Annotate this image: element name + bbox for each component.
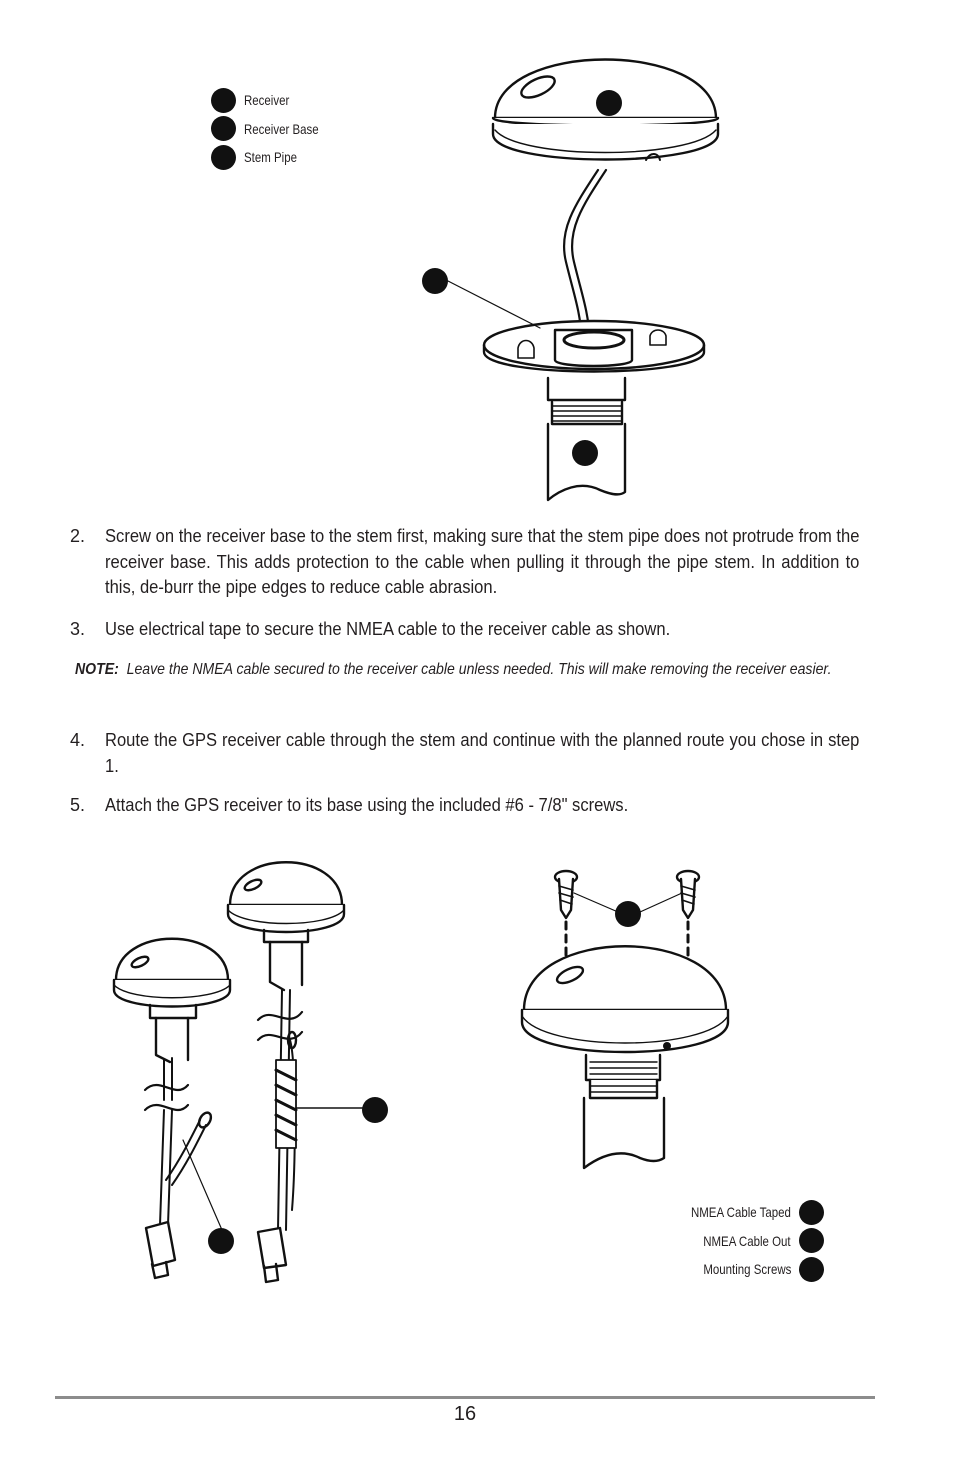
legend-item-mounting-screws xyxy=(640,1255,824,1284)
legend-label: Stem Pipe xyxy=(244,149,297,166)
step-number: 5. xyxy=(70,795,86,815)
footer-rule xyxy=(55,1396,875,1399)
page-number: 16 xyxy=(453,1403,477,1425)
callout-dot-icon xyxy=(799,1257,824,1282)
step-text: Attach the GPS receiver to its base using the included #6 - 7/8" screws. xyxy=(105,795,629,815)
step-number: 2. xyxy=(70,526,86,546)
note-label: NOTE: xyxy=(75,661,119,678)
step-text: Use electrical tape to secure the NMEA cable to the receiver cable as shown. xyxy=(105,619,671,639)
note-text: Leave the NMEA cable secured to the receiver cable unless needed. This will make removing the receiver easier. xyxy=(126,661,832,678)
legend-item-nmea-cable-taped xyxy=(640,1198,824,1227)
legend-label: Receiver Base xyxy=(244,120,319,137)
legend-label: NMEA Cable Taped xyxy=(691,1204,791,1221)
legend-item-nmea-cable-out xyxy=(640,1227,824,1256)
legend-label: Receiver xyxy=(244,92,290,109)
step-text: Screw on the receiver base to the stem first, making sure that the stem pipe does not protrude from the receiver base. This adds protection to the cable when pulling it through the pipe stem. In addition to this, de-burr the pipe edges to reduce cable abrasion. xyxy=(105,526,860,597)
step-number: 4. xyxy=(70,730,86,750)
step-number: 3. xyxy=(70,619,86,639)
step-text: Route the GPS receiver cable through the stem and continue with the planned route you chose in step 1. xyxy=(105,730,860,776)
legend-label: NMEA Cable Out xyxy=(703,1232,791,1249)
callout-dot-icon xyxy=(799,1200,824,1225)
callout-dot-icon xyxy=(799,1228,824,1253)
legend-label: Mounting Screws xyxy=(702,1261,791,1278)
legend-bottom xyxy=(640,1198,824,1284)
